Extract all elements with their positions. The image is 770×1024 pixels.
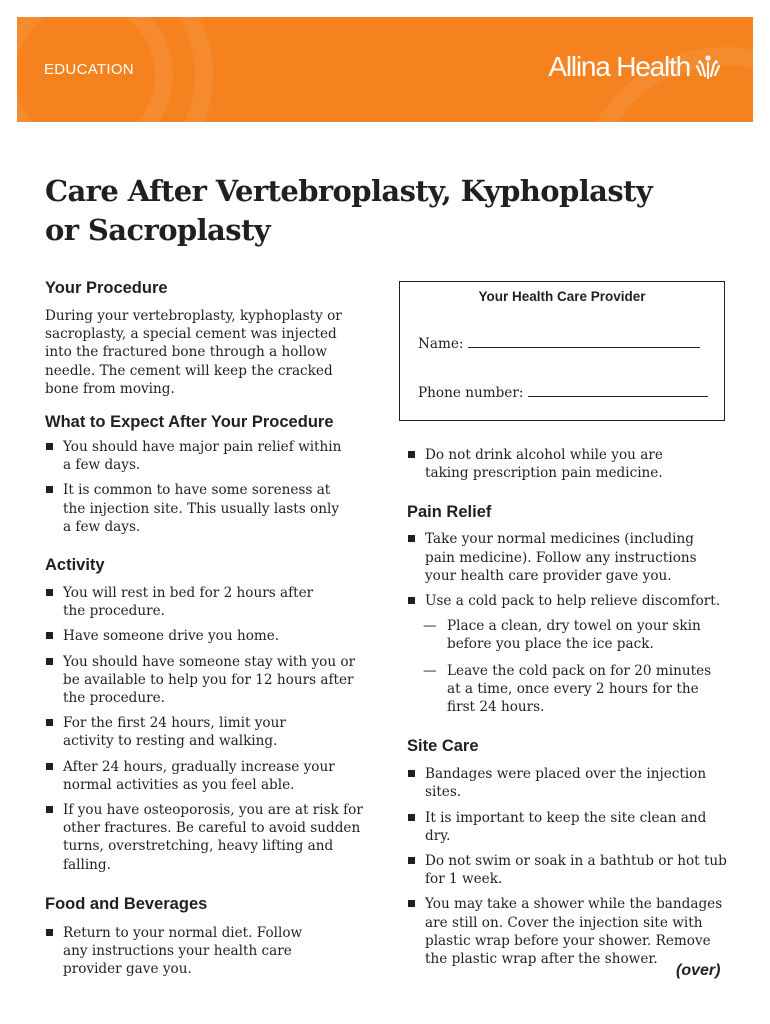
bullet-icon	[46, 806, 53, 813]
bullet-icon	[46, 929, 53, 936]
bullet-icon	[46, 658, 53, 665]
bullet-icon	[46, 443, 53, 450]
bullet-icon	[46, 719, 53, 726]
name-line[interactable]	[468, 346, 700, 348]
expect-list	[45, 438, 345, 536]
left-column	[45, 278, 370, 978]
list-item: Do not swim or soak in a bathtub or hot tub for 1 week.	[407, 852, 735, 888]
activity-list	[45, 584, 370, 874]
bullet-icon	[408, 535, 415, 542]
allina-figures-icon	[693, 54, 723, 80]
list-item: Take your normal medicines (including pain medicine). Follow any instructions your health care provider gave you.	[407, 530, 725, 585]
bullet-icon	[408, 814, 415, 821]
list-item: After 24 hours, gradually increase your normal activities as you feel able.	[45, 758, 343, 794]
pain-heading: Pain Relief	[407, 503, 492, 522]
provider-box-title: Your Health Care Provider	[478, 289, 646, 304]
bullet-icon	[408, 900, 415, 907]
bullet-icon	[408, 857, 415, 864]
dash-icon: —	[423, 662, 437, 679]
phone-field[interactable]	[418, 385, 708, 401]
allina-health-logo	[548, 51, 723, 83]
education-label: EDUCATION	[44, 61, 134, 78]
list-item: You should have major pain relief within a few days.	[45, 438, 345, 474]
dash-icon: —	[423, 618, 437, 635]
phone-line[interactable]	[528, 395, 708, 397]
list-item: Return to your normal diet. Follow any instructions your health care provider gave you.	[45, 924, 320, 979]
list-item: It is common to have some soreness at the injection site. This usually lasts only a few days.	[45, 481, 345, 536]
provider-box	[399, 281, 725, 421]
site-heading: Site Care	[407, 737, 479, 756]
name-field[interactable]	[418, 336, 700, 352]
activity-heading: Activity	[45, 556, 105, 575]
site-list	[407, 765, 732, 968]
pain-subitem: — Place a clean, dry towel on your skin before you place the ice pack.	[423, 618, 701, 653]
over-label: (over)	[676, 962, 721, 979]
bullet-icon	[408, 597, 415, 604]
list-item: Bandages were placed over the injection sites.	[407, 765, 715, 801]
list-item: You may take a shower while the bandages are still on. Cover the injection site with plastic wrap before your shower. Remove the plastic wrap after the shower.	[407, 895, 725, 968]
name-label: Name:	[418, 336, 464, 352]
procedure-heading: Your Procedure	[45, 279, 168, 297]
header-banner	[17, 17, 753, 122]
list-item: You will rest in bed for 2 hours after the procedure.	[45, 584, 325, 620]
phone-label: Phone number:	[418, 385, 524, 401]
page-title: Care After Vertebroplasty, Kyphoplasty or Sacroplasty	[45, 174, 653, 247]
bullet-icon	[46, 486, 53, 493]
bullet-icon	[46, 632, 53, 639]
list-item: Use a cold pack to help relieve discomfort.	[407, 592, 732, 610]
list-item: Do not drink alcohol while you are taking prescription pain medicine.	[407, 446, 707, 482]
expect-heading: What to Expect After Your Procedure	[45, 413, 334, 432]
right-column	[407, 446, 732, 968]
list-item: It is important to keep the site clean and dry.	[407, 809, 732, 845]
brand-name: Allina Health	[548, 51, 690, 82]
procedure-text: During your vertebroplasty, kyphoplasty or sacroplasty, a special cement was injected into the fractured bone through a hollow needle. The cement will keep the cracked bone from moving.	[45, 308, 342, 397]
list-item: If you have osteoporosis, you are at risk for other fractures. Be careful to avoid sudden turns, overstretching, heavy lifting and falling.	[45, 801, 363, 874]
pain-subitem: — Leave the cold pack on for 20 minutes at a time, once every 2 hours for the first 24 hours.	[423, 662, 712, 716]
bullet-icon	[46, 763, 53, 770]
list-item: For the first 24 hours, limit your activity to resting and walking.	[45, 714, 333, 750]
list-item: You should have someone stay with you or be available to help you for 12 hours after the procedure.	[45, 653, 363, 708]
food-list-continued	[407, 446, 707, 482]
food-list	[45, 924, 320, 979]
list-item: Have someone drive you home.	[45, 627, 370, 645]
bullet-icon	[46, 589, 53, 596]
food-heading: Food and Beverages	[45, 894, 208, 913]
bullet-icon	[408, 770, 415, 777]
pain-list	[407, 530, 732, 610]
bullet-icon	[408, 451, 415, 458]
